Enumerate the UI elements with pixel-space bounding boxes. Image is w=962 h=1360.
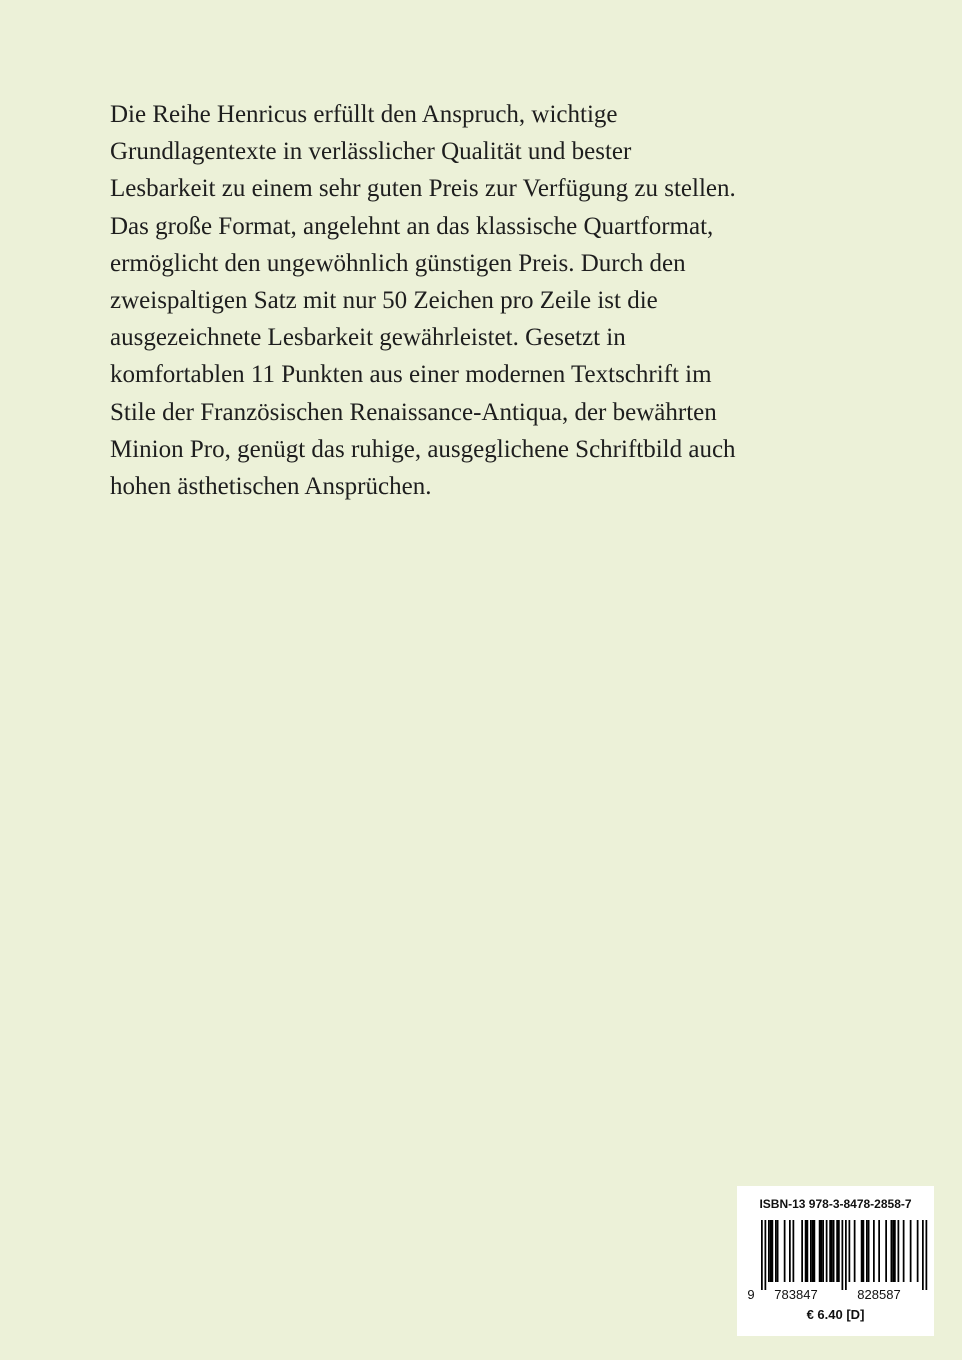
blurb-line: Grundlagentexte in verlässlicher Qualität und bester [110,138,632,166]
back-cover-blurb [110,96,870,505]
barcode-bar [863,1220,865,1282]
barcode-right-digits: 828587 [857,1287,901,1302]
blurb-line: ermöglicht den ungewöhnlich günstigen Preis. Durch den [110,249,686,277]
barcode-bar [854,1220,856,1282]
barcode-bar [866,1220,868,1282]
barcode-guard-bar [842,1220,844,1290]
barcode-bar [878,1220,880,1282]
blurb-line: Die Reihe Henricus erfüllt den Anspruch, wichtige [110,101,618,128]
barcode-bar [826,1220,828,1282]
barcode-bar [822,1220,824,1282]
blurb-line: zweispaltigen Satz mit nur 50 Zeichen pro Zeile ist die [110,287,658,315]
barcode-guard-bar [761,1220,763,1290]
blurb-line: komfortablen 11 Punkten aus einer modernen Textschrift im [110,361,712,389]
barcode-bar [838,1220,840,1282]
barcode-bar [873,1220,875,1282]
barcode-bar [849,1220,851,1282]
barcode-bar [836,1220,838,1282]
barcode-bar [819,1220,821,1282]
barcode-bar [814,1220,816,1282]
barcode-bar [775,1220,777,1282]
barcode-guard-bar [922,1220,924,1290]
barcode-bar [784,1220,786,1282]
barcode-lead-digit: 9 [747,1287,755,1302]
blurb-line: Das große Format, angelehnt an das klassische Quartformat, [110,212,714,240]
barcode-bar [772,1220,774,1282]
blurb-line: Stile der Französischen Renaissance-Antiqua, der bewährten [110,398,717,426]
barcode-bar [894,1220,896,1282]
barcode-bar [807,1220,809,1282]
barcode-bar [789,1220,791,1282]
barcode-bar [910,1220,912,1282]
barcode-bar [861,1220,863,1282]
barcode-bar [891,1220,893,1282]
barcode-bar [793,1220,795,1282]
barcode-bar [917,1220,919,1282]
barcode-bar [770,1220,772,1282]
barcode-bar [801,1220,803,1282]
blurb-line: Lesbarkeit zu einem sehr guten Preis zur Verfügung zu stellen. [110,175,736,203]
barcode-bar [821,1220,823,1282]
barcode-bar [898,1220,900,1282]
blurb-line: ausgezeichnete Lesbarkeit gewährleistet. Gesetzt in [110,324,626,352]
barcode-left-digits: 783847 [774,1287,818,1302]
barcode-bar [805,1220,807,1282]
barcode-bar [768,1220,770,1282]
barcode-bar [829,1220,831,1282]
barcode-bar [831,1220,833,1282]
isbn-barcode-box [737,1186,934,1336]
barcode-bar [868,1220,870,1282]
barcode-bars [761,1220,927,1290]
barcode-bar [892,1220,894,1282]
ean13-barcode [737,1216,934,1306]
barcode-guard-bar [926,1220,928,1290]
isbn-label: ISBN-13 978-3-8478-2858-7 [759,1197,912,1211]
blurb-line: hohen ästhetischen Ansprüchen. [110,473,432,501]
barcode-bar [810,1220,812,1282]
barcode-bar [777,1220,779,1282]
barcode-bar [903,1220,905,1282]
barcode-guard-bar [765,1220,767,1290]
barcode-bar [885,1220,887,1282]
price-label: € 6.40 [D] [806,1307,865,1322]
barcode-bar [812,1220,814,1282]
blurb-line: Minion Pro, genügt das ruhige, ausgeglichene Schriftbild auch [110,435,736,463]
barcode-guard-bar [845,1220,847,1290]
barcode-bar [833,1220,835,1282]
